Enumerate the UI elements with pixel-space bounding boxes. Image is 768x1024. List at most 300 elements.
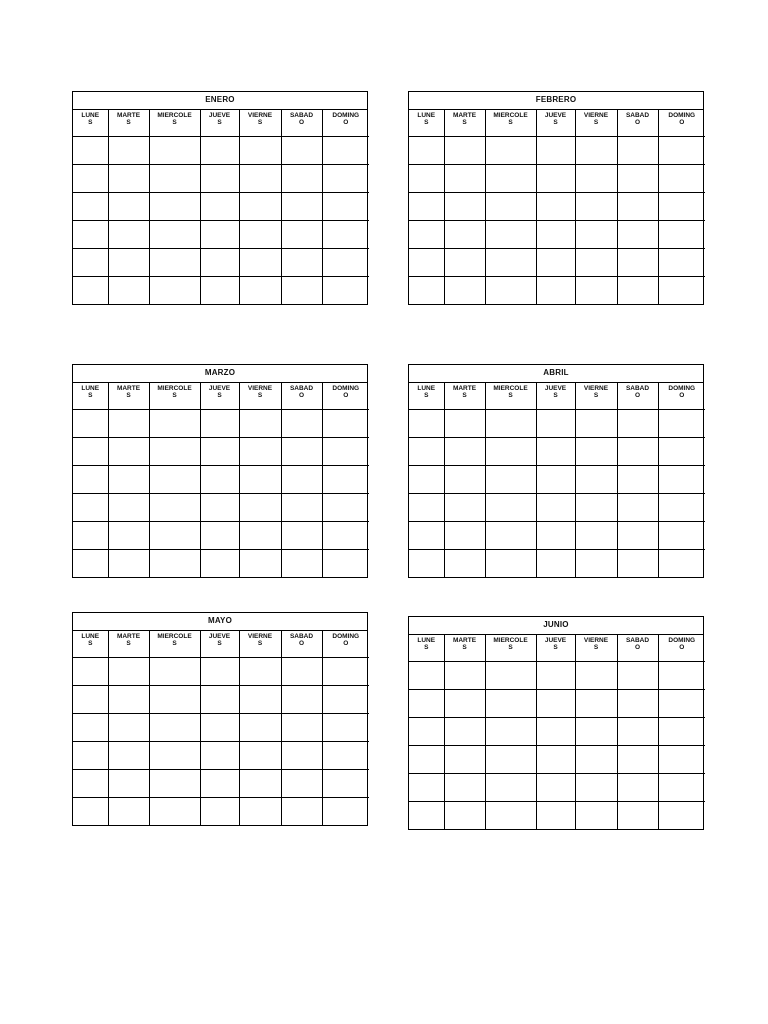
weekday-header-text: S bbox=[462, 644, 467, 651]
weekday-header-text: SABAD bbox=[289, 633, 314, 640]
day-cell bbox=[409, 745, 444, 773]
day-cell bbox=[575, 220, 617, 248]
day-cell bbox=[575, 276, 617, 304]
weekday-header-text: SABAD bbox=[625, 385, 650, 392]
weekday-header bbox=[617, 110, 658, 136]
day-cell bbox=[108, 248, 149, 276]
weekday-header-text: JUEVE bbox=[208, 112, 231, 119]
day-cell bbox=[658, 248, 705, 276]
week-row bbox=[73, 741, 369, 769]
month-calendar-enero bbox=[72, 91, 368, 305]
day-cell bbox=[281, 164, 322, 192]
weekday-header-text: S bbox=[257, 640, 263, 647]
day-cell bbox=[281, 276, 322, 304]
weekday-header-text: LUNE bbox=[81, 112, 100, 119]
day-rows bbox=[409, 409, 705, 577]
day-cell bbox=[444, 136, 485, 164]
week-row bbox=[409, 773, 705, 801]
day-cell bbox=[281, 741, 322, 769]
weekday-header-text: S bbox=[126, 392, 131, 399]
day-cell bbox=[575, 661, 617, 689]
day-cell bbox=[200, 493, 239, 521]
weekday-header-text: S bbox=[257, 119, 263, 126]
day-cell bbox=[108, 657, 149, 685]
weekday-header bbox=[658, 110, 705, 136]
day-cell bbox=[149, 192, 200, 220]
weekday-header-text: VIERNE bbox=[583, 112, 609, 119]
day-cell bbox=[658, 192, 705, 220]
day-cell bbox=[108, 220, 149, 248]
week-row bbox=[409, 276, 705, 304]
day-cell bbox=[536, 276, 575, 304]
weekday-header-text: JUEVE bbox=[208, 633, 231, 640]
day-rows bbox=[409, 136, 705, 304]
weekday-header-text: O bbox=[634, 119, 641, 126]
weekday-header-text: MARTE bbox=[116, 633, 141, 640]
day-cell bbox=[108, 797, 149, 825]
day-cell bbox=[617, 661, 658, 689]
day-cell bbox=[575, 465, 617, 493]
day-cell bbox=[575, 493, 617, 521]
weekday-header-text: S bbox=[172, 392, 177, 399]
weekday-header-text: S bbox=[424, 644, 429, 651]
weekday-header-text: S bbox=[593, 392, 599, 399]
weekday-header-text: S bbox=[424, 392, 429, 399]
day-cell bbox=[409, 164, 444, 192]
day-cell bbox=[200, 685, 239, 713]
weekday-header-text: MIERCOLE bbox=[493, 112, 528, 119]
day-cell bbox=[200, 797, 239, 825]
day-cell bbox=[108, 437, 149, 465]
weekday-header-text: SABAD bbox=[289, 112, 314, 119]
weekday-header-text: JUEVE bbox=[544, 385, 567, 392]
day-cell bbox=[281, 521, 322, 549]
day-cell bbox=[108, 493, 149, 521]
day-cell bbox=[200, 220, 239, 248]
day-cell bbox=[322, 409, 369, 437]
weekday-header bbox=[658, 383, 705, 409]
day-cell bbox=[444, 661, 485, 689]
week-row bbox=[409, 437, 705, 465]
day-cell bbox=[575, 521, 617, 549]
day-cell bbox=[444, 801, 485, 829]
weekday-header-text: O bbox=[343, 640, 349, 647]
weekday-header-text: S bbox=[553, 392, 558, 399]
day-cell bbox=[73, 769, 108, 797]
day-cell bbox=[73, 741, 108, 769]
week-row bbox=[73, 657, 369, 685]
day-cell bbox=[281, 248, 322, 276]
day-cell bbox=[658, 745, 705, 773]
day-cell bbox=[409, 192, 444, 220]
day-cell bbox=[239, 769, 281, 797]
day-cell bbox=[409, 521, 444, 549]
day-cell bbox=[239, 685, 281, 713]
day-cell bbox=[485, 192, 536, 220]
day-cell bbox=[658, 136, 705, 164]
day-cell bbox=[239, 192, 281, 220]
week-row bbox=[409, 409, 705, 437]
day-cell bbox=[617, 689, 658, 717]
weekday-header-text: S bbox=[126, 640, 131, 647]
weekday-header-text: S bbox=[593, 644, 599, 651]
day-cell bbox=[485, 773, 536, 801]
week-row bbox=[73, 248, 369, 276]
day-cell bbox=[73, 248, 108, 276]
day-cell bbox=[444, 717, 485, 745]
day-cell bbox=[658, 549, 705, 577]
weekday-header-row bbox=[73, 110, 369, 136]
weekday-header-text: VIERNE bbox=[247, 385, 273, 392]
day-cell bbox=[322, 797, 369, 825]
day-cell bbox=[444, 192, 485, 220]
weekday-header-row bbox=[409, 110, 705, 136]
day-cell bbox=[149, 657, 200, 685]
day-cell bbox=[444, 521, 485, 549]
week-row bbox=[73, 521, 369, 549]
weekday-header bbox=[281, 383, 322, 409]
day-cell bbox=[485, 276, 536, 304]
day-cell bbox=[73, 713, 108, 741]
day-cell bbox=[281, 797, 322, 825]
weekday-header-text: MARTE bbox=[452, 112, 477, 119]
day-cell bbox=[149, 685, 200, 713]
day-cell bbox=[444, 465, 485, 493]
weekday-header-text: S bbox=[553, 644, 558, 651]
day-cell bbox=[149, 741, 200, 769]
week-row bbox=[73, 493, 369, 521]
week-row bbox=[73, 685, 369, 713]
day-cell bbox=[73, 493, 108, 521]
weekday-header-text: O bbox=[634, 644, 641, 651]
weekday-header bbox=[444, 383, 485, 409]
week-row bbox=[409, 521, 705, 549]
day-cell bbox=[322, 136, 369, 164]
week-row bbox=[73, 192, 369, 220]
week-row bbox=[409, 493, 705, 521]
weekday-header-text: LUNE bbox=[417, 112, 436, 119]
day-cell bbox=[149, 797, 200, 825]
day-cell bbox=[239, 521, 281, 549]
day-cell bbox=[485, 136, 536, 164]
weekday-header-row bbox=[73, 383, 369, 409]
month-grid bbox=[409, 110, 705, 304]
weekday-header-text: O bbox=[679, 392, 685, 399]
day-cell bbox=[617, 745, 658, 773]
weekday-header-text: O bbox=[343, 392, 349, 399]
weekday-header-text: O bbox=[298, 640, 305, 647]
weekday-header-text: S bbox=[257, 392, 263, 399]
day-cell bbox=[409, 437, 444, 465]
day-cell bbox=[200, 409, 239, 437]
weekday-header-text: SABAD bbox=[289, 385, 314, 392]
day-cell bbox=[617, 493, 658, 521]
weekday-header bbox=[200, 631, 239, 657]
day-cell bbox=[108, 769, 149, 797]
day-cell bbox=[322, 521, 369, 549]
weekday-header-row bbox=[73, 631, 369, 657]
day-cell bbox=[536, 437, 575, 465]
week-row bbox=[73, 164, 369, 192]
day-cell bbox=[485, 745, 536, 773]
weekday-header bbox=[149, 631, 200, 657]
day-cell bbox=[239, 276, 281, 304]
day-cell bbox=[444, 773, 485, 801]
day-cell bbox=[658, 465, 705, 493]
day-cell bbox=[200, 192, 239, 220]
day-cell bbox=[617, 409, 658, 437]
day-cell bbox=[658, 276, 705, 304]
day-cell bbox=[444, 248, 485, 276]
day-cell bbox=[322, 192, 369, 220]
weekday-header-row bbox=[409, 635, 705, 661]
day-cell bbox=[485, 493, 536, 521]
week-row bbox=[73, 276, 369, 304]
day-cell bbox=[536, 773, 575, 801]
weekday-header bbox=[658, 635, 705, 661]
day-cell bbox=[200, 248, 239, 276]
day-cell bbox=[575, 164, 617, 192]
day-cell bbox=[485, 689, 536, 717]
weekday-header bbox=[617, 383, 658, 409]
day-cell bbox=[658, 164, 705, 192]
day-cell bbox=[575, 136, 617, 164]
day-cell bbox=[108, 685, 149, 713]
weekday-header bbox=[536, 110, 575, 136]
day-cell bbox=[108, 741, 149, 769]
weekday-header bbox=[149, 383, 200, 409]
day-cell bbox=[617, 276, 658, 304]
day-cell bbox=[536, 465, 575, 493]
day-cell bbox=[108, 164, 149, 192]
day-cell bbox=[409, 248, 444, 276]
weekday-header-text: DOMING bbox=[332, 385, 360, 392]
month-grid bbox=[73, 631, 369, 825]
day-cell bbox=[658, 773, 705, 801]
day-rows bbox=[73, 136, 369, 304]
day-cell bbox=[322, 276, 369, 304]
day-cell bbox=[322, 713, 369, 741]
day-cell bbox=[149, 437, 200, 465]
day-cell bbox=[617, 521, 658, 549]
day-cell bbox=[409, 220, 444, 248]
day-cell bbox=[108, 409, 149, 437]
weekday-header-text: S bbox=[508, 119, 513, 126]
weekday-header-text: MARTE bbox=[452, 385, 477, 392]
day-cell bbox=[409, 465, 444, 493]
day-cell bbox=[73, 685, 108, 713]
day-cell bbox=[73, 276, 108, 304]
weekday-header-text: S bbox=[217, 119, 222, 126]
weekday-header-text: S bbox=[172, 119, 177, 126]
weekday-header bbox=[73, 383, 108, 409]
weekday-header bbox=[617, 635, 658, 661]
day-cell bbox=[409, 773, 444, 801]
day-cell bbox=[409, 661, 444, 689]
weekday-header bbox=[281, 631, 322, 657]
day-cell bbox=[281, 136, 322, 164]
day-cell bbox=[409, 276, 444, 304]
day-cell bbox=[281, 549, 322, 577]
day-cell bbox=[536, 549, 575, 577]
day-cell bbox=[239, 136, 281, 164]
day-cell bbox=[200, 465, 239, 493]
day-cell bbox=[73, 192, 108, 220]
day-cell bbox=[322, 493, 369, 521]
weekday-header-text: LUNE bbox=[81, 385, 100, 392]
day-cell bbox=[485, 465, 536, 493]
day-cell bbox=[239, 657, 281, 685]
day-cell bbox=[409, 136, 444, 164]
day-cell bbox=[658, 493, 705, 521]
day-cell bbox=[239, 741, 281, 769]
day-cell bbox=[575, 437, 617, 465]
weekday-header bbox=[108, 110, 149, 136]
day-cell bbox=[281, 465, 322, 493]
weekday-header-text: O bbox=[634, 392, 641, 399]
day-cell bbox=[149, 276, 200, 304]
day-cell bbox=[536, 521, 575, 549]
weekday-header-text: SABAD bbox=[625, 112, 650, 119]
day-cell bbox=[658, 661, 705, 689]
weekday-header-text: S bbox=[172, 640, 177, 647]
day-cell bbox=[281, 685, 322, 713]
weekday-header-text: LUNE bbox=[81, 633, 100, 640]
weekday-header-text: S bbox=[508, 392, 513, 399]
day-cell bbox=[200, 437, 239, 465]
day-cell bbox=[200, 549, 239, 577]
day-cell bbox=[73, 409, 108, 437]
day-cell bbox=[200, 521, 239, 549]
day-cell bbox=[485, 409, 536, 437]
day-cell bbox=[239, 248, 281, 276]
day-cell bbox=[73, 220, 108, 248]
week-row bbox=[73, 136, 369, 164]
week-row bbox=[409, 549, 705, 577]
day-cell bbox=[73, 549, 108, 577]
weekday-header-text: LUNE bbox=[417, 385, 436, 392]
month-calendar-junio bbox=[408, 616, 704, 830]
day-cell bbox=[485, 164, 536, 192]
day-cell bbox=[108, 276, 149, 304]
month-title: ABRIL bbox=[409, 365, 703, 383]
day-cell bbox=[322, 741, 369, 769]
day-cell bbox=[281, 409, 322, 437]
week-row bbox=[73, 797, 369, 825]
day-cell bbox=[658, 801, 705, 829]
day-cell bbox=[444, 689, 485, 717]
weekday-header-text: S bbox=[88, 392, 93, 399]
day-cell bbox=[617, 465, 658, 493]
weekday-header bbox=[575, 383, 617, 409]
day-cell bbox=[485, 437, 536, 465]
day-cell bbox=[658, 437, 705, 465]
weekday-header-text: VIERNE bbox=[583, 385, 609, 392]
day-cell bbox=[239, 549, 281, 577]
day-cell bbox=[73, 521, 108, 549]
day-cell bbox=[108, 192, 149, 220]
day-cell bbox=[617, 437, 658, 465]
weekday-header-text: S bbox=[88, 640, 93, 647]
day-cell bbox=[617, 801, 658, 829]
day-cell bbox=[617, 248, 658, 276]
weekday-header-text: JUEVE bbox=[208, 385, 231, 392]
day-cell bbox=[444, 220, 485, 248]
day-cell bbox=[658, 409, 705, 437]
weekday-header-text: MIERCOLE bbox=[157, 385, 192, 392]
day-cell bbox=[73, 797, 108, 825]
day-cell bbox=[239, 465, 281, 493]
weekday-header bbox=[322, 631, 369, 657]
week-row bbox=[409, 689, 705, 717]
day-cell bbox=[485, 661, 536, 689]
day-cell bbox=[149, 493, 200, 521]
month-title: JUNIO bbox=[409, 617, 703, 635]
weekday-header bbox=[239, 110, 281, 136]
day-cell bbox=[200, 741, 239, 769]
weekday-header bbox=[575, 110, 617, 136]
month-title: MAYO bbox=[73, 613, 367, 631]
weekday-header-text: VIERNE bbox=[583, 637, 609, 644]
weekday-header bbox=[322, 383, 369, 409]
day-cell bbox=[149, 164, 200, 192]
weekday-header-text: MARTE bbox=[116, 385, 141, 392]
weekday-header-text: S bbox=[462, 392, 467, 399]
month-title: ENERO bbox=[73, 92, 367, 110]
week-row bbox=[409, 661, 705, 689]
week-row bbox=[409, 248, 705, 276]
day-cell bbox=[536, 164, 575, 192]
day-cell bbox=[617, 773, 658, 801]
day-cell bbox=[239, 797, 281, 825]
day-cell bbox=[617, 164, 658, 192]
day-cell bbox=[200, 164, 239, 192]
day-cell bbox=[322, 248, 369, 276]
weekday-header bbox=[536, 635, 575, 661]
day-cell bbox=[575, 745, 617, 773]
day-cell bbox=[239, 713, 281, 741]
weekday-header-text: MIERCOLE bbox=[157, 112, 192, 119]
day-cell bbox=[108, 521, 149, 549]
week-row bbox=[409, 745, 705, 773]
weekday-header-text: O bbox=[298, 392, 305, 399]
month-title: FEBRERO bbox=[409, 92, 703, 110]
day-cell bbox=[536, 136, 575, 164]
weekday-header bbox=[485, 635, 536, 661]
day-cell bbox=[239, 437, 281, 465]
day-cell bbox=[536, 717, 575, 745]
day-cell bbox=[658, 717, 705, 745]
day-cell bbox=[239, 409, 281, 437]
day-cell bbox=[322, 220, 369, 248]
day-cell bbox=[108, 136, 149, 164]
weekday-header-text: S bbox=[593, 119, 599, 126]
week-row bbox=[409, 801, 705, 829]
weekday-header bbox=[444, 110, 485, 136]
day-cell bbox=[149, 136, 200, 164]
week-row bbox=[73, 549, 369, 577]
weekday-header-text: O bbox=[679, 644, 685, 651]
weekday-header-text: MIERCOLE bbox=[157, 633, 192, 640]
day-cell bbox=[485, 248, 536, 276]
day-cell bbox=[281, 657, 322, 685]
day-cell bbox=[575, 549, 617, 577]
day-cell bbox=[444, 437, 485, 465]
week-row bbox=[73, 220, 369, 248]
day-cell bbox=[200, 136, 239, 164]
day-cell bbox=[73, 657, 108, 685]
weekday-header-text: SABAD bbox=[625, 637, 650, 644]
